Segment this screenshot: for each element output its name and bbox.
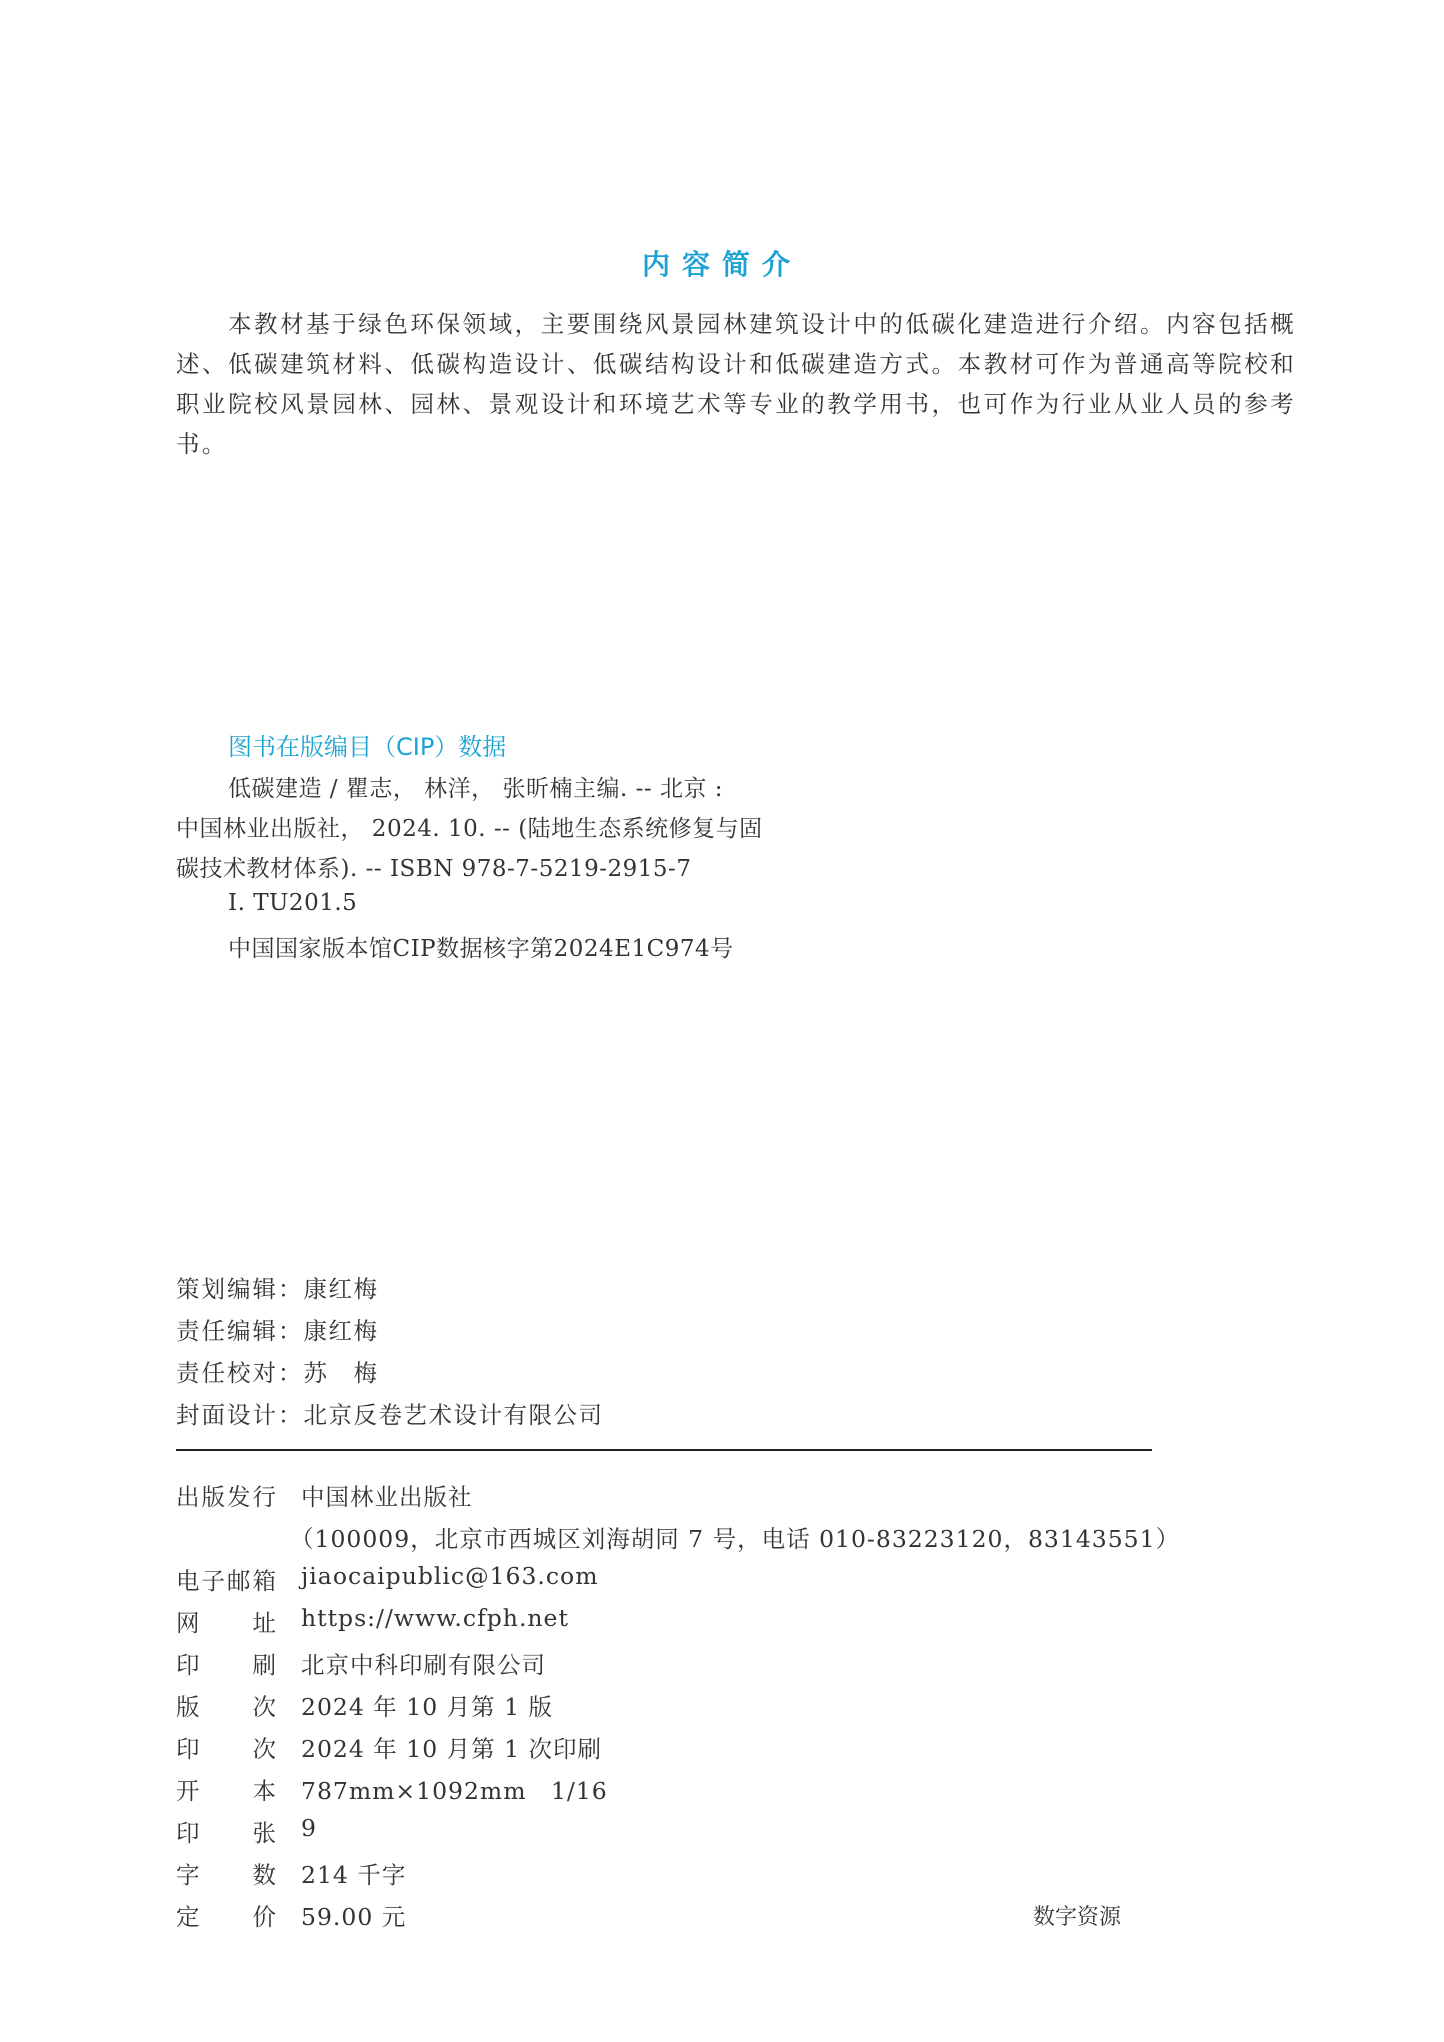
info-label: 印张	[176, 1819, 276, 1847]
credit-label: 责任编辑：	[176, 1317, 304, 1345]
credit-planning-editor	[176, 1270, 379, 1304]
info-value: 59.00 元	[301, 1903, 407, 1931]
credit-value: 北京反卷艺术设计有限公司	[303, 1401, 604, 1429]
info-value: 787mm×1092mm 1/16	[301, 1777, 608, 1805]
credit-value: 康红梅	[303, 1275, 379, 1303]
info-value: 中国林业出版社	[301, 1483, 473, 1511]
credit-responsible-editor	[176, 1312, 379, 1346]
info-value: 214 千字	[301, 1861, 407, 1889]
info-label: 出版发行	[176, 1483, 276, 1511]
info-value: jiaocaipublic@163.com	[301, 1562, 599, 1590]
credit-value: 康红梅	[303, 1317, 379, 1345]
info-value: https://www.cfph.net	[301, 1604, 569, 1632]
info-label: 定价	[176, 1903, 276, 1931]
info-value: 2024 年 10 月第 1 次印刷	[301, 1735, 603, 1763]
info-value: 9	[301, 1814, 317, 1842]
cip-line: 低碳建造 / 瞿志， 林洋， 张昕楠主编. -- 北京 :	[228, 776, 724, 802]
info-label: 开本	[176, 1777, 276, 1805]
credit-proofreader	[176, 1354, 379, 1388]
info-value: 2024 年 10 月第 1 版	[301, 1693, 554, 1721]
credit-cover-design	[176, 1396, 604, 1430]
info-label: 电子邮箱	[176, 1567, 276, 1595]
info-label: 版次	[176, 1693, 276, 1721]
cip-record-number: 中国国家版本馆CIP数据核字第2024E1C974号	[228, 936, 734, 962]
info-value: （100009，北京市西城区刘海胡同 7 号，电话 010-83223120，83143551）	[290, 1525, 1181, 1553]
info-label: 字数	[176, 1861, 276, 1889]
cip-classification: Ⅰ. TU201.5	[228, 890, 358, 916]
info-label: 印刷	[176, 1651, 276, 1679]
cip-line: 中国林业出版社， 2024. 10. -- (陆地生态系统修复与固	[176, 816, 763, 842]
credit-label: 封面设计：	[176, 1401, 304, 1429]
summary-title: 内容简介	[641, 248, 802, 281]
credit-value: 苏 梅	[303, 1359, 379, 1387]
cip-line: 碳技术教材体系). -- ISBN 978-7-5219-2915-7	[176, 856, 692, 882]
summary-body: 本教材基于绿色环保领域，主要围绕风景园林建筑设计中的低碳化建造进行介绍。内容包括概述、低碳建筑材料、低碳构造设计、低碳结构设计和低碳建造方式。本教材可作为普通高等院校和职业院校风景园林、园林、景观设计和环境艺术等专业的教学用书，也可作为行业从业人员的参考书。	[176, 310, 1296, 458]
info-value: 北京中科印刷有限公司	[301, 1651, 546, 1679]
credit-label: 策划编辑：	[176, 1275, 304, 1303]
divider	[176, 1449, 1152, 1451]
digital-resources-label: 数字资源	[1033, 1905, 1122, 1930]
cip-heading: 图书在版编目（CIP）数据	[228, 733, 507, 761]
info-label: 网址	[176, 1609, 276, 1637]
info-label: 印次	[176, 1735, 276, 1763]
credit-label: 责任校对：	[176, 1359, 304, 1387]
